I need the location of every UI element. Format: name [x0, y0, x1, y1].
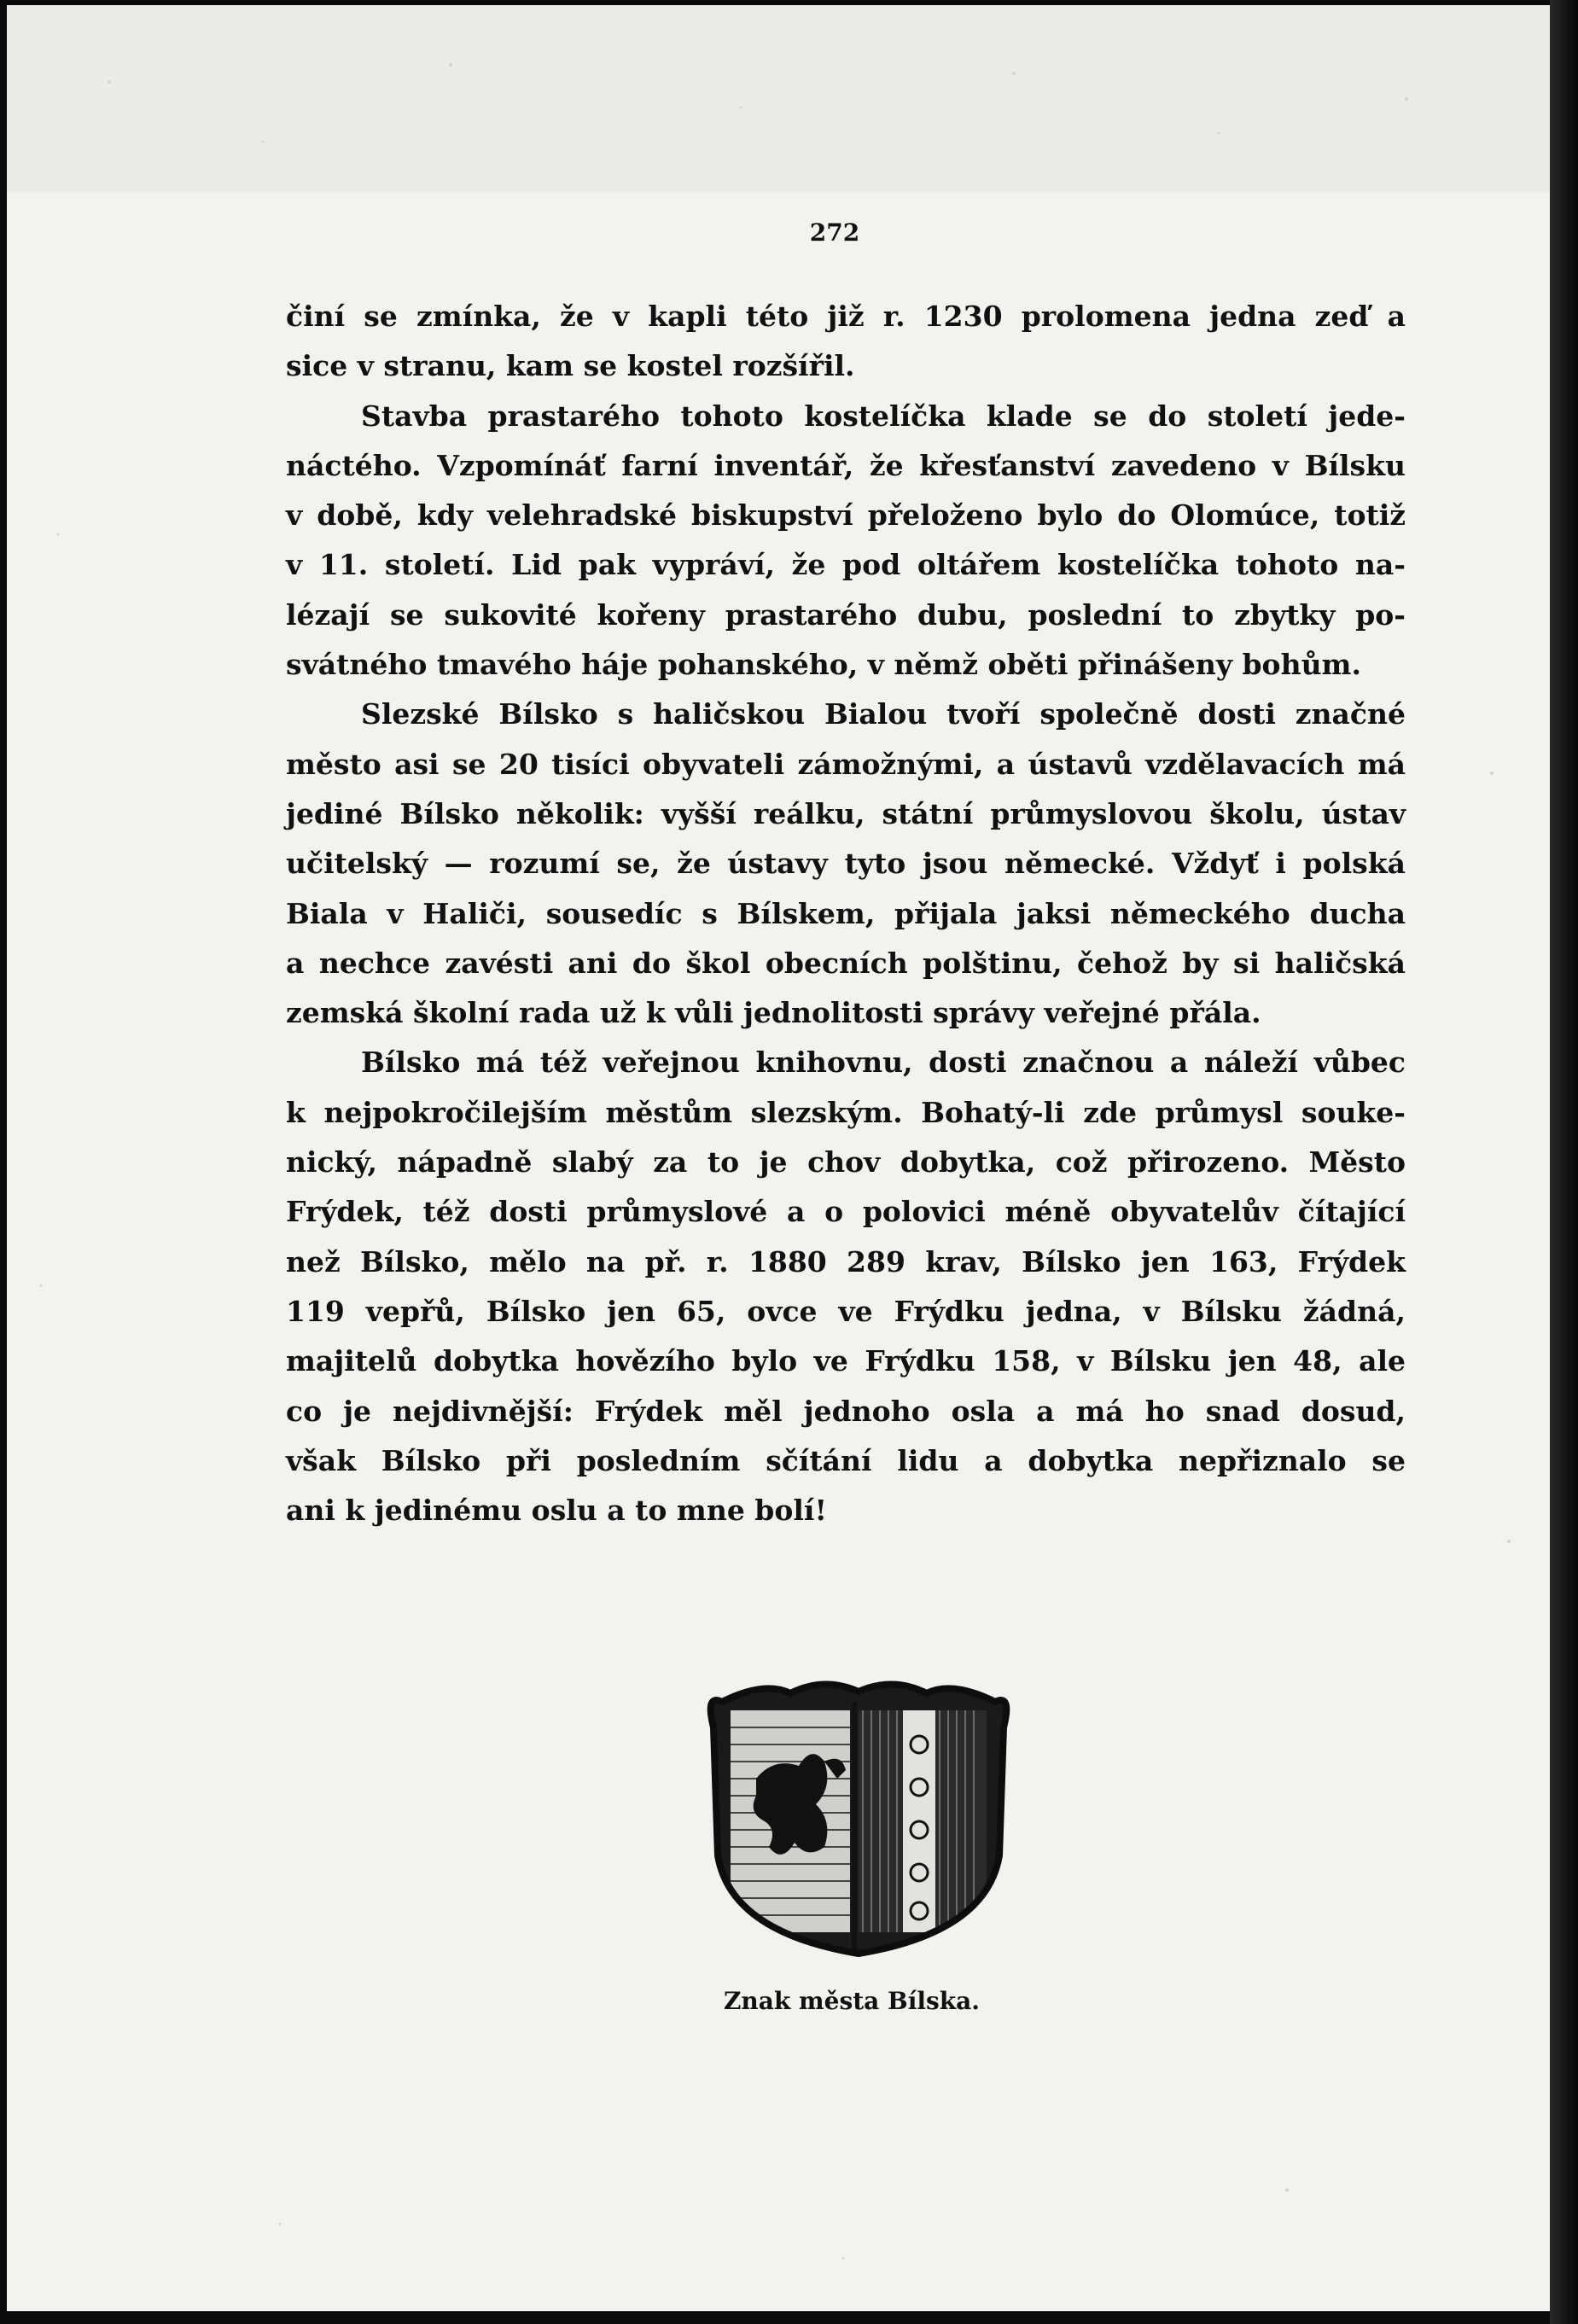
text-line: Frýdek, též dosti průmyslové a o polovici méně obyvatelův čítající	[286, 1195, 1406, 1229]
text-line: majitelů dobytka hovězího bylo ve Frýdku 158, v Bílsku jen 48, ale	[286, 1344, 1406, 1378]
book-page	[7, 5, 1550, 2311]
body-text	[286, 292, 1406, 1535]
figure-caption: Znak města Bílska.	[723, 1987, 981, 2015]
text-line: Bílsko má též veřejnou knihovnu, dosti značnou a náleží vůbec	[361, 1046, 1406, 1080]
text-line: Slezské Bílsko s haličskou Bialou tvoří společně dosti značné	[361, 697, 1406, 731]
text-line: v 11. století. Lid pak vypráví, že pod oltářem kostelíčka tohoto na-	[286, 548, 1406, 582]
coat-of-arms-icon	[696, 1676, 1021, 1958]
text-line: Biala v Haliči, sousedíc s Bílskem, přijala jaksi německého ducha	[286, 896, 1406, 930]
text-line: však Bílsko při posledním sčítání lidu a dobytka nepřiznalo se	[286, 1443, 1406, 1477]
text-line: a nechce zavésti ani do škol obecních polštinu, čehož by si haličská	[286, 946, 1406, 980]
text-line: nický, nápadně slabý za to je chov dobytka, což přirozeno. Město	[286, 1145, 1406, 1179]
text-line: svátného tmavého háje pohanského, v němž oběti přinášeny bohům.	[286, 648, 1361, 682]
text-line: ani k jedinému oslu a to mne bolí!	[286, 1494, 827, 1528]
text-line: 119 vepřů, Bílsko jen 65, ovce ve Frýdku jedna, v Bílsku žádná,	[286, 1294, 1406, 1328]
text-line: město asi se 20 tisíci obyvateli zámožnými, a ústavů vzdělavacích má	[286, 747, 1406, 781]
text-line: Stavba prastarého tohoto kostelíčka klade se do století jede-	[361, 399, 1406, 433]
text-line: sice v stranu, kam se kostel rozšířil.	[286, 349, 855, 383]
text-line: v době, kdy velehradské biskupství přeloženo bylo do Olomúce, totiž	[286, 498, 1406, 533]
text-line: zemská školní rada už k vůli jednolitosti správy veřejné přála.	[286, 996, 1261, 1030]
text-line: náctého. Vzpomínáť farní inventář, že křesťanství zavedeno v Bílsku	[286, 448, 1406, 482]
text-line: než Bílsko, mělo na př. r. 1880 289 krav, Bílsko jen 163, Frýdek	[286, 1244, 1406, 1278]
text-line: učitelský — rozumí se, že ústavy tyto jsou německé. Vždyť i polská	[286, 847, 1406, 881]
scan-edge	[1550, 0, 1578, 2324]
text-line: jediné Bílsko několik: vyšší reálku, státní průmyslovou školu, ústav	[286, 796, 1406, 830]
text-line: činí se zmínka, že v kapli této již r. 1230 prolomena jedna zeď a	[286, 300, 1406, 333]
page-number: 272	[809, 218, 860, 247]
text-line: lézají se sukovité kořeny prastarého dubu, poslední to zbytky po-	[286, 597, 1406, 632]
text-line: co je nejdivnější: Frýdek měl jednoho osla a má ho snad dosud,	[286, 1394, 1406, 1428]
text-line: k nejpokročilejším městům slezským. Bohatý-li zde průmysl souke-	[286, 1095, 1406, 1129]
